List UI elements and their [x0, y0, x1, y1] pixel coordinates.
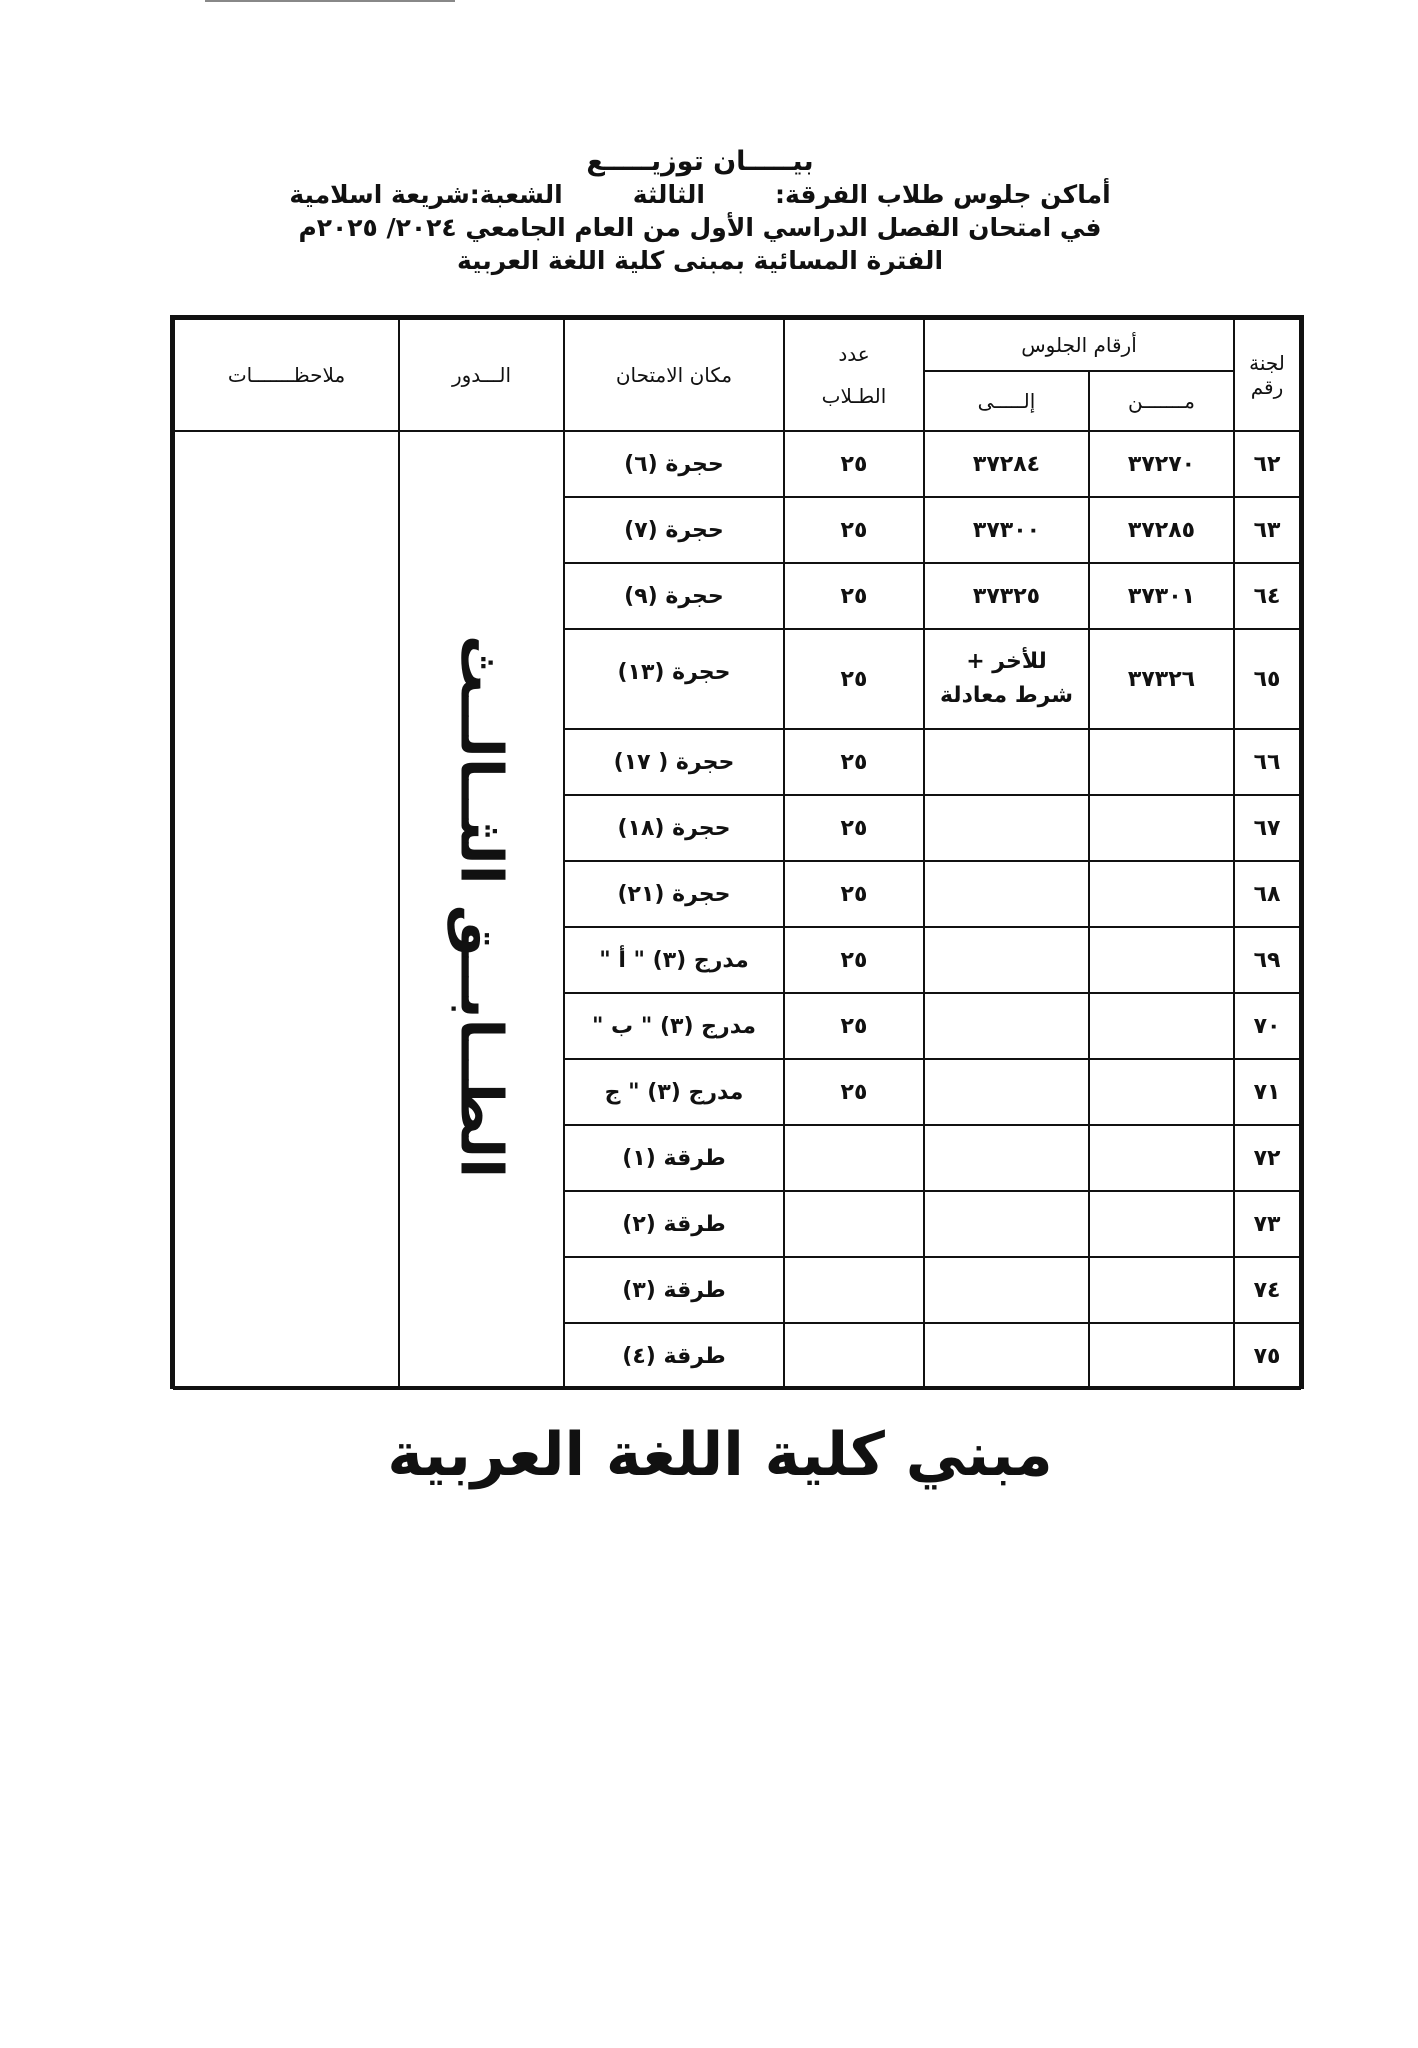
exam-place-cell: حجرة (٩): [564, 563, 784, 629]
seat-to-line1: للأخر +: [966, 649, 1047, 674]
student-count-cell: ٢٥: [784, 927, 924, 993]
exam-place-cell: مدرج (٣) " أ ": [564, 927, 784, 993]
header-student-count: [784, 319, 924, 431]
student-count-cell: ٢٥: [784, 563, 924, 629]
header-class-line: [280, 178, 1120, 211]
building-name: مبني كلية اللغة العربية: [387, 1420, 1053, 1490]
seat-from-cell: ٣٧٣٠١: [1089, 563, 1234, 629]
notes-cell: [174, 431, 399, 1389]
header-session-line: الفترة المسائية بمبنى كلية اللغة العربية: [456, 246, 944, 275]
exam-place-cell: حجرة ( ١٧): [564, 729, 784, 795]
header-seat-numbers: أرقام الجلوس: [924, 319, 1234, 371]
seat-from-cell: [1089, 993, 1234, 1059]
seat-to-cell: [924, 729, 1089, 795]
header-count-line2: الطـلاب: [821, 384, 887, 408]
seat-to-cell: [924, 1191, 1089, 1257]
student-count-cell: ٢٥: [784, 1059, 924, 1125]
exam-place-cell: مدرج (٣) " ب ": [564, 993, 784, 1059]
committee-cell: ٦٥: [1234, 629, 1300, 729]
committee-cell: ٦٤: [1234, 563, 1300, 629]
header-class-label: أماكن جلوس طلاب الفرقة:: [775, 180, 1111, 209]
seat-to-cell: [924, 993, 1089, 1059]
header-committee: لجنة رقم: [1234, 319, 1300, 431]
exam-place-cell: طرقة (٣): [564, 1257, 784, 1323]
seating-table-frame: [170, 315, 1304, 1389]
seat-to-cell: [924, 861, 1089, 927]
seat-to-cell: ٣٧٣٢٥: [924, 563, 1089, 629]
committee-cell: ٧٥: [1234, 1323, 1300, 1389]
header-notes: ملاحظـــــــات: [174, 319, 399, 431]
student-count-cell: ٢٥: [784, 497, 924, 563]
header-to: إلـــــى: [924, 371, 1089, 431]
seat-to-cell: [924, 1125, 1089, 1191]
student-count-cell: ٢٥: [784, 993, 924, 1059]
floor-cell: [399, 431, 564, 1389]
committee-cell: ٦٣: [1234, 497, 1300, 563]
committee-cell: ٦٦: [1234, 729, 1300, 795]
student-count-cell: ٢٥: [784, 795, 924, 861]
header-exam-place: مكان الامتحان: [564, 319, 784, 431]
student-count-cell: [784, 1125, 924, 1191]
seat-to-cell: [924, 1257, 1089, 1323]
committee-cell: ٧٢: [1234, 1125, 1300, 1191]
seat-to-cell: [924, 1323, 1089, 1389]
seat-to-cell: [924, 927, 1089, 993]
exam-place-cell: طرقة (١): [564, 1125, 784, 1191]
committee-cell: ٧٤: [1234, 1257, 1300, 1323]
student-count-cell: [784, 1323, 924, 1389]
seat-to-cell: ٣٧٢٨٤: [924, 431, 1089, 497]
seat-from-cell: [1089, 729, 1234, 795]
exam-place-cell: طرقة (٤): [564, 1323, 784, 1389]
floor-value: الطــابــق الثــالــث: [447, 635, 516, 1179]
seat-from-cell: [1089, 861, 1234, 927]
seat-from-cell: ٣٧٢٧٠: [1089, 431, 1234, 497]
exam-place-cell: طرقة (٢): [564, 1191, 784, 1257]
committee-cell: ٧٣: [1234, 1191, 1300, 1257]
header-from: مـــــــن: [1089, 371, 1234, 431]
student-count-cell: [784, 1257, 924, 1323]
document-header: [280, 145, 1120, 277]
exam-place-cell: حجرة (١٨): [564, 795, 784, 861]
seat-from-cell: [1089, 1125, 1234, 1191]
student-count-cell: ٢٥: [784, 431, 924, 497]
seat-from-cell: ٣٧٢٨٥: [1089, 497, 1234, 563]
header-exam-line: في امتحان الفصل الدراسي الأول من العام الجامعي ٢٠٢٤/ ٢٠٢٥م: [298, 213, 1102, 242]
top-edge-line: [205, 0, 455, 2]
committee-cell: ٦٢: [1234, 431, 1300, 497]
student-count-cell: ٢٥: [784, 861, 924, 927]
committee-cell: ٦٨: [1234, 861, 1300, 927]
seat-from-cell: ٣٧٣٢٦: [1089, 629, 1234, 729]
seat-from-cell: [1089, 1257, 1234, 1323]
committee-cell: ٧١: [1234, 1059, 1300, 1125]
committee-cell: ٧٠: [1234, 993, 1300, 1059]
seat-to-cell: [924, 795, 1089, 861]
seat-to-cell: [924, 629, 1089, 729]
exam-place-cell: حجرة (٦): [564, 431, 784, 497]
seat-to-cell: [924, 1059, 1089, 1125]
committee-cell: ٦٧: [1234, 795, 1300, 861]
header-division: الشعبة:شريعة اسلامية: [289, 180, 563, 209]
seat-from-cell: [1089, 1059, 1234, 1125]
exam-place-cell: حجرة (٢١): [564, 861, 784, 927]
exam-place-cell: حجرة (٧): [564, 497, 784, 563]
student-count-cell: ٢٥: [784, 629, 924, 729]
document-title: بيـــــان توزيـــــع: [586, 146, 814, 177]
seat-from-cell: [1089, 795, 1234, 861]
seating-table: [173, 318, 1301, 1390]
student-count-cell: ٢٥: [784, 729, 924, 795]
seat-from-cell: [1089, 1323, 1234, 1389]
student-count-cell: [784, 1191, 924, 1257]
exam-place-cell: مدرج (٣) " ج: [564, 1059, 784, 1125]
header-floor: الـــدور: [399, 319, 564, 431]
header-class-value: الثالثة: [632, 180, 705, 209]
seat-from-cell: [1089, 1191, 1234, 1257]
seat-to-line2: شرط معادلة: [939, 683, 1073, 708]
seat-from-cell: [1089, 927, 1234, 993]
exam-place-cell: حجرة (١٣): [564, 629, 784, 729]
header-count-line1: عدد: [838, 342, 870, 366]
committee-cell: ٦٩: [1234, 927, 1300, 993]
seat-to-cell: ٣٧٣٠٠: [924, 497, 1089, 563]
